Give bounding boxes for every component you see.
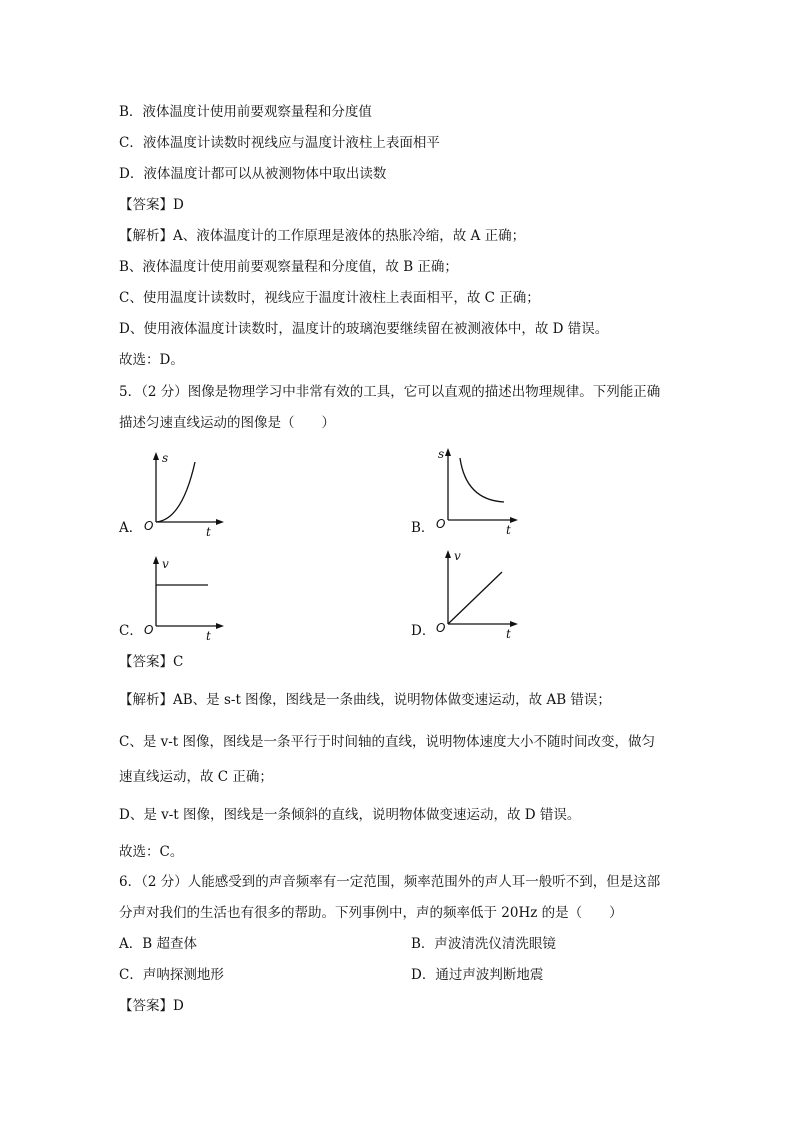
x-axis-arrow (216, 623, 224, 629)
q5-stem: 5．（2 分）图像是物理学习中非常有效的工具，它可以直观的描述出物理规律。下列能正确 (119, 384, 661, 400)
q4-option-c: C．液体温度计读数时视线应与温度计液柱上表面相平 (119, 135, 440, 151)
q5-analysis-line: 【解析】AB、是 s-t 图像，图线是一条曲线，说明物体做变速运动，故 AB 错误； (119, 692, 611, 708)
q4-option-b: B．液体温度计使用前要观察量程和分度值 (119, 104, 372, 120)
x-axis-label: t (206, 525, 211, 539)
origin-label: O (436, 621, 446, 635)
q5-option-c-label: C． (119, 623, 143, 639)
q6-option-b: B．声波清洗仪清洗眼镜 (411, 936, 556, 952)
graph-curve (448, 572, 502, 624)
q5-analysis-line: C、是 v-t 图像，图线是一条平行于时间轴的直线，说明物体速度大小不随时间改变，做匀 (119, 734, 656, 750)
y-axis-arrow (445, 550, 451, 558)
q6-stem: 分声对我们的生活也有很多的帮助。下列事例中，声的频率低于 20Hz 的是（ ） (119, 905, 623, 921)
q5-option-b-label: B． (411, 520, 435, 536)
x-axis-arrow (510, 621, 518, 627)
y-axis-label: s (162, 451, 169, 465)
x-axis-arrow (216, 519, 224, 525)
q5-answer: 【答案】C (119, 654, 184, 670)
q4-analysis-line: B、液体温度计使用前要观察量程和分度值，故 B 正确； (119, 259, 458, 275)
q6-stem: 6．（2 分）人能感受到的声音频率有一定范围，频率范围外的声人耳一般听不到，但是这部 (119, 874, 661, 890)
x-axis-label: t (506, 627, 511, 641)
q6-option-a: A．B 超查体 (119, 936, 197, 952)
q4-analysis-line: 故选：D。 (119, 352, 184, 368)
q6-option-d: D．通过声波判断地震 (411, 967, 544, 983)
q5-option-a-label: A． (119, 520, 143, 536)
q5-analysis-line: 速直线运动，故 C 正确； (119, 769, 273, 785)
q6-option-c: C．声呐探测地形 (119, 967, 224, 983)
origin-label: O (144, 519, 154, 533)
q6-answer: 【答案】D (119, 998, 184, 1014)
q5-analysis-line: D、是 v-t 图像，图线是一条倾斜的直线，说明物体做变速运动，故 D 错误。 (119, 807, 581, 823)
y-axis-arrow (153, 452, 159, 460)
q4-option-d: D．液体温度计都可以从被测物体中取出读数 (119, 166, 387, 182)
q4-analysis-line: 【解析】A、液体温度计的工作原理是液体的热胀冷缩，故 A 正确； (119, 228, 526, 244)
x-axis-label: t (206, 629, 211, 643)
q5-graph-b (432, 446, 527, 538)
q4-answer: 【答案】D (119, 197, 184, 213)
x-axis-arrow (510, 517, 518, 523)
q5-graph-d (432, 546, 527, 642)
y-axis-arrow (153, 556, 159, 564)
y-axis-label: v (454, 549, 461, 563)
q4-analysis-line: C、使用温度计读数时，视线应于温度计液柱上表面相平，故 C 正确； (119, 290, 540, 306)
origin-label: O (144, 623, 154, 637)
origin-label: O (436, 517, 446, 531)
q4-analysis-line: D、使用液体温度计读数时，温度计的玻璃泡要继续留在被测液体中，故 D 错误。 (119, 321, 609, 337)
y-axis-label: v (162, 557, 169, 571)
graph-curve (460, 458, 504, 502)
y-axis-label: s (438, 447, 445, 461)
graph-curve (156, 462, 195, 522)
y-axis-arrow (445, 448, 451, 456)
q5-option-d-label: D． (411, 623, 436, 639)
q5-analysis-line: 故选：C。 (119, 844, 184, 860)
q5-graph-a (140, 450, 230, 540)
q5-graph-c (140, 554, 230, 644)
x-axis-label: t (506, 523, 511, 537)
q5-stem: 描述匀速直线运动的图像是（ ） (119, 415, 335, 431)
